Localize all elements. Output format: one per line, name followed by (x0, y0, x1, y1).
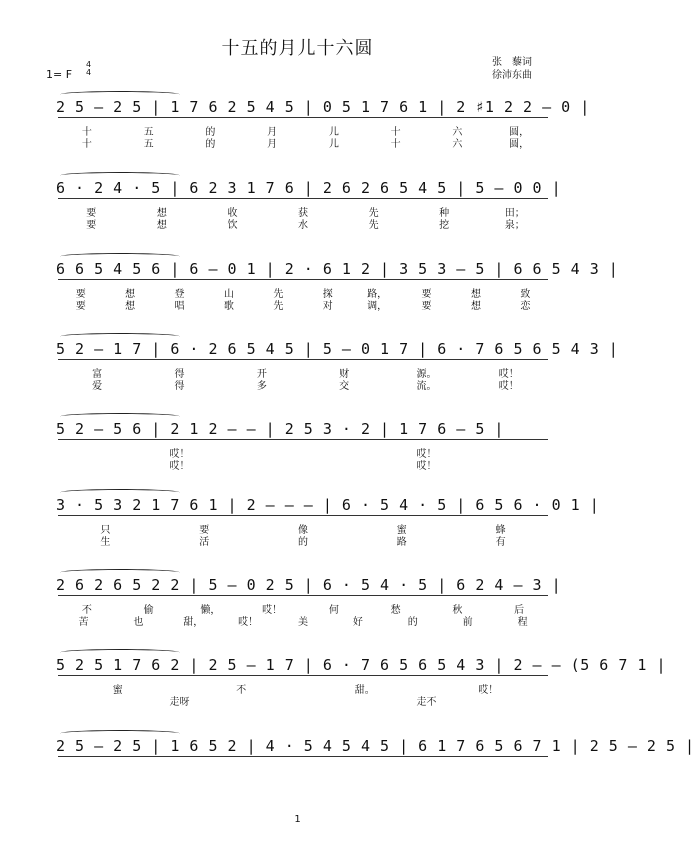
lyric-word: 的 (407, 617, 418, 628)
lyric-line-2 (56, 697, 550, 709)
lyric-line-1 (56, 525, 550, 537)
slur-mark (60, 489, 180, 496)
lyric-word: 田； (504, 208, 525, 219)
lyric-word: 想 (125, 289, 136, 300)
lyric-word: 儿 (328, 139, 339, 150)
lyric-word: 探 (322, 289, 333, 300)
lyric-word: 要 (199, 525, 210, 536)
notes-row: 2 5 – 2 5 | 1 7 6 2 5 4 5 | 0 5 1 7 6 1 | 2 ♯1 2 2 – 0 | (56, 98, 590, 116)
lyric-word: 收 (227, 208, 238, 219)
lyric-word: 五 (143, 139, 154, 150)
lyric-word: 的 (205, 139, 216, 150)
lyric-word: 哎！ (498, 369, 519, 380)
time-signature (86, 61, 91, 77)
lyric-word: 蜜 (112, 685, 123, 696)
lyric-word: 要 (75, 301, 86, 312)
lyric-line-2 (56, 617, 550, 629)
lyric-word: 六 (452, 127, 463, 138)
lyric-line-1 (56, 369, 550, 381)
lyric-word: 愁 (390, 605, 401, 616)
lyric-word: 哎！ (169, 461, 190, 472)
lyric-word: 哎！ (498, 381, 519, 392)
lyric-word: 哎！ (262, 605, 283, 616)
lyric-word: 登 (174, 289, 185, 300)
lyric-word: 哎！ (416, 449, 437, 460)
lyric-line-1 (56, 605, 550, 617)
lyric-word: 源。 (416, 369, 437, 380)
lyric-word: 路， (367, 289, 388, 300)
lyric-word: 只 (100, 525, 111, 536)
lyric-word: 开 (256, 369, 267, 380)
notes-row: 6 · 2 4 · 5 | 6 2 3 1 7 6 | 2 6 2 6 5 4 5 | 5 – 0 0 | (56, 179, 562, 197)
lyric-word: 种 (439, 208, 450, 219)
lyric-word: 挖 (439, 220, 450, 231)
lyric-word: 有 (495, 537, 506, 548)
notes-row: 2 5 – 2 5 | 1 6 5 2 | 4 · 5 4 5 4 5 | 6 1 7 6 5 6 7 1 | 2 5 – 2 5 | (56, 737, 695, 755)
lyric-word: 也 (133, 617, 144, 628)
lyric-line-2 (56, 778, 550, 790)
lyric-word: 活 (199, 537, 210, 548)
beam-line (58, 675, 548, 676)
lyric-word: 不 (236, 685, 247, 696)
lyric-word: 懒， (200, 605, 221, 616)
lyric-word: 六 (452, 139, 463, 150)
lyric-word: 多 (256, 381, 267, 392)
lyric-word: 富 (92, 369, 103, 380)
notes-row: 2 6 2 6 5 2 2 | 5 – 0 2 5 | 6 · 5 4 · 5 | 6 2 4 – 3 | (56, 576, 562, 594)
lyric-word: 苦 (78, 617, 89, 628)
lyric-word: 想 (156, 220, 167, 231)
slur-mark (60, 649, 180, 656)
lyric-word: 美 (298, 617, 308, 628)
slur-mark (60, 253, 180, 260)
lyric-line-1 (56, 289, 550, 301)
lyric-line-2 (56, 381, 550, 393)
beam-line (58, 756, 548, 757)
lyric-word: 走不 (416, 697, 437, 708)
lyric-line-1 (56, 208, 550, 220)
lyric-word: 先 (368, 208, 379, 219)
beam-line (58, 279, 548, 280)
beam-line (58, 439, 548, 440)
lyric-word: 路 (396, 537, 407, 548)
lyric-line-2 (56, 139, 550, 151)
lyric-word: 要 (86, 220, 97, 231)
lyric-word: 财 (339, 369, 350, 380)
lyric-line-2 (56, 220, 550, 232)
notes-row: 6 6 5 4 5 6 | 6 – 0 1 | 2 · 6 1 2 | 3 5 3 – 5 | 6 6 5 4 3 | (56, 260, 619, 278)
lyric-word: 饮 (227, 220, 238, 231)
lyric-word: 十 (390, 139, 401, 150)
lyric-word: 走呀 (169, 697, 190, 708)
lyric-word: 甜， (183, 617, 204, 628)
lyric-word: 获 (298, 208, 309, 219)
lyric-word: 哎！ (478, 685, 499, 696)
lyric-word: 蜂 (495, 525, 506, 536)
lyric-word: 调， (367, 301, 388, 312)
lyric-word: 十 (390, 127, 401, 138)
page-title: 十五的月儿十六圆 (221, 38, 374, 59)
slur-mark (60, 730, 180, 737)
meter-top: 4 (86, 60, 92, 69)
lyric-word: 的 (205, 127, 216, 138)
lyric-word: 五 (143, 127, 154, 138)
beam-line (58, 198, 548, 199)
lyric-word: 先 (273, 289, 284, 300)
lyric-word: 后 (514, 605, 525, 616)
lyric-word: 得 (174, 381, 185, 392)
lyric-word: 好 (352, 617, 363, 628)
lyric-word: 要 (421, 289, 432, 300)
notes-row: 5 2 – 5 6 | 2 1 2 – – | 2 5 3 · 2 | 1 7 6 – 5 | (56, 420, 504, 438)
lyric-word: 要 (421, 301, 432, 312)
composer-credit: 徐沛东曲 (492, 70, 532, 81)
beam-line (58, 595, 548, 596)
beam-line (58, 117, 548, 118)
lyric-word: 交 (339, 381, 350, 392)
lyric-word: 泉； (504, 220, 525, 231)
lyric-line-1 (56, 127, 550, 139)
lyric-word: 想 (470, 289, 481, 300)
lyric-line-1 (56, 685, 550, 697)
lyric-word: 不 (81, 605, 92, 616)
lyric-word: 月 (267, 127, 278, 138)
lyric-word: 歌 (223, 301, 234, 312)
slur-mark (60, 172, 180, 179)
lyric-word: 前 (462, 617, 473, 628)
lyric-word: 秋 (452, 605, 463, 616)
lyric-line-1 (56, 449, 550, 461)
slur-mark (60, 413, 180, 420)
key-signature: 1= F (46, 68, 73, 81)
lyric-word: 月 (267, 139, 278, 150)
slur-mark (60, 91, 180, 98)
lyric-word: 哎！ (238, 617, 259, 628)
page-number: 1 (294, 814, 301, 825)
lyric-word: 水 (298, 220, 309, 231)
beam-line (58, 359, 548, 360)
meter-bottom: 4 (86, 68, 92, 77)
lyric-word: 爱 (92, 381, 103, 392)
lyric-word: 偷 (143, 605, 154, 616)
notes-row: 5 2 – 1 7 | 6 · 2 6 5 4 5 | 5 – 0 1 7 | 6 · 7 6 5 6 5 4 3 | (56, 340, 619, 358)
lyric-word: 对 (322, 301, 333, 312)
lyricist-credit: 张 藜词 (492, 57, 532, 68)
lyric-word: 圆， (509, 127, 530, 138)
lyric-word: 何 (328, 605, 339, 616)
lyric-word: 像 (297, 525, 308, 536)
lyric-word: 要 (86, 208, 97, 219)
lyric-line-2 (56, 537, 550, 549)
lyric-word: 的 (297, 537, 308, 548)
lyric-word: 先 (368, 220, 379, 231)
lyric-word: 圆， (509, 139, 530, 150)
lyric-word: 哎！ (169, 449, 190, 460)
lyric-word: 程 (517, 617, 528, 628)
lyric-word: 唱 (174, 301, 185, 312)
slur-mark (60, 333, 180, 340)
lyric-word: 十 (81, 127, 92, 138)
beam-line (58, 515, 548, 516)
lyric-word: 恋 (520, 301, 531, 312)
lyric-word: 生 (100, 537, 111, 548)
lyric-line-2 (56, 461, 550, 473)
notes-row: 3 · 5 3 2 1 7 6 1 | 2 – – – | 6 · 5 4 · 5 | 6 5 6 · 0 1 | (56, 496, 600, 514)
lyric-word: 要 (75, 289, 86, 300)
lyric-line-2 (56, 301, 550, 313)
slur-mark (60, 569, 180, 576)
lyric-word: 致 (520, 289, 531, 300)
lyric-word: 流。 (416, 381, 437, 392)
lyric-word: 甜。 (354, 685, 375, 696)
lyric-word: 十 (81, 139, 92, 150)
lyric-word: 先 (273, 301, 284, 312)
lyric-line-1 (56, 766, 550, 778)
lyric-word: 山 (223, 289, 234, 300)
lyric-word: 得 (174, 369, 185, 380)
credits (492, 56, 532, 82)
notes-row: 5 2 5 1 7 6 2 | 2 5 – 1 7 | 6 · 7 6 5 6 5 4 3 | 2 – – (5 6 7 1 | (56, 656, 666, 674)
lyric-word: 想 (125, 301, 136, 312)
lyric-word: 哎！ (416, 461, 437, 472)
lyric-word: 想 (470, 301, 481, 312)
lyric-word: 儿 (328, 127, 339, 138)
lyric-word: 想 (156, 208, 167, 219)
lyric-word: 蜜 (396, 525, 407, 536)
